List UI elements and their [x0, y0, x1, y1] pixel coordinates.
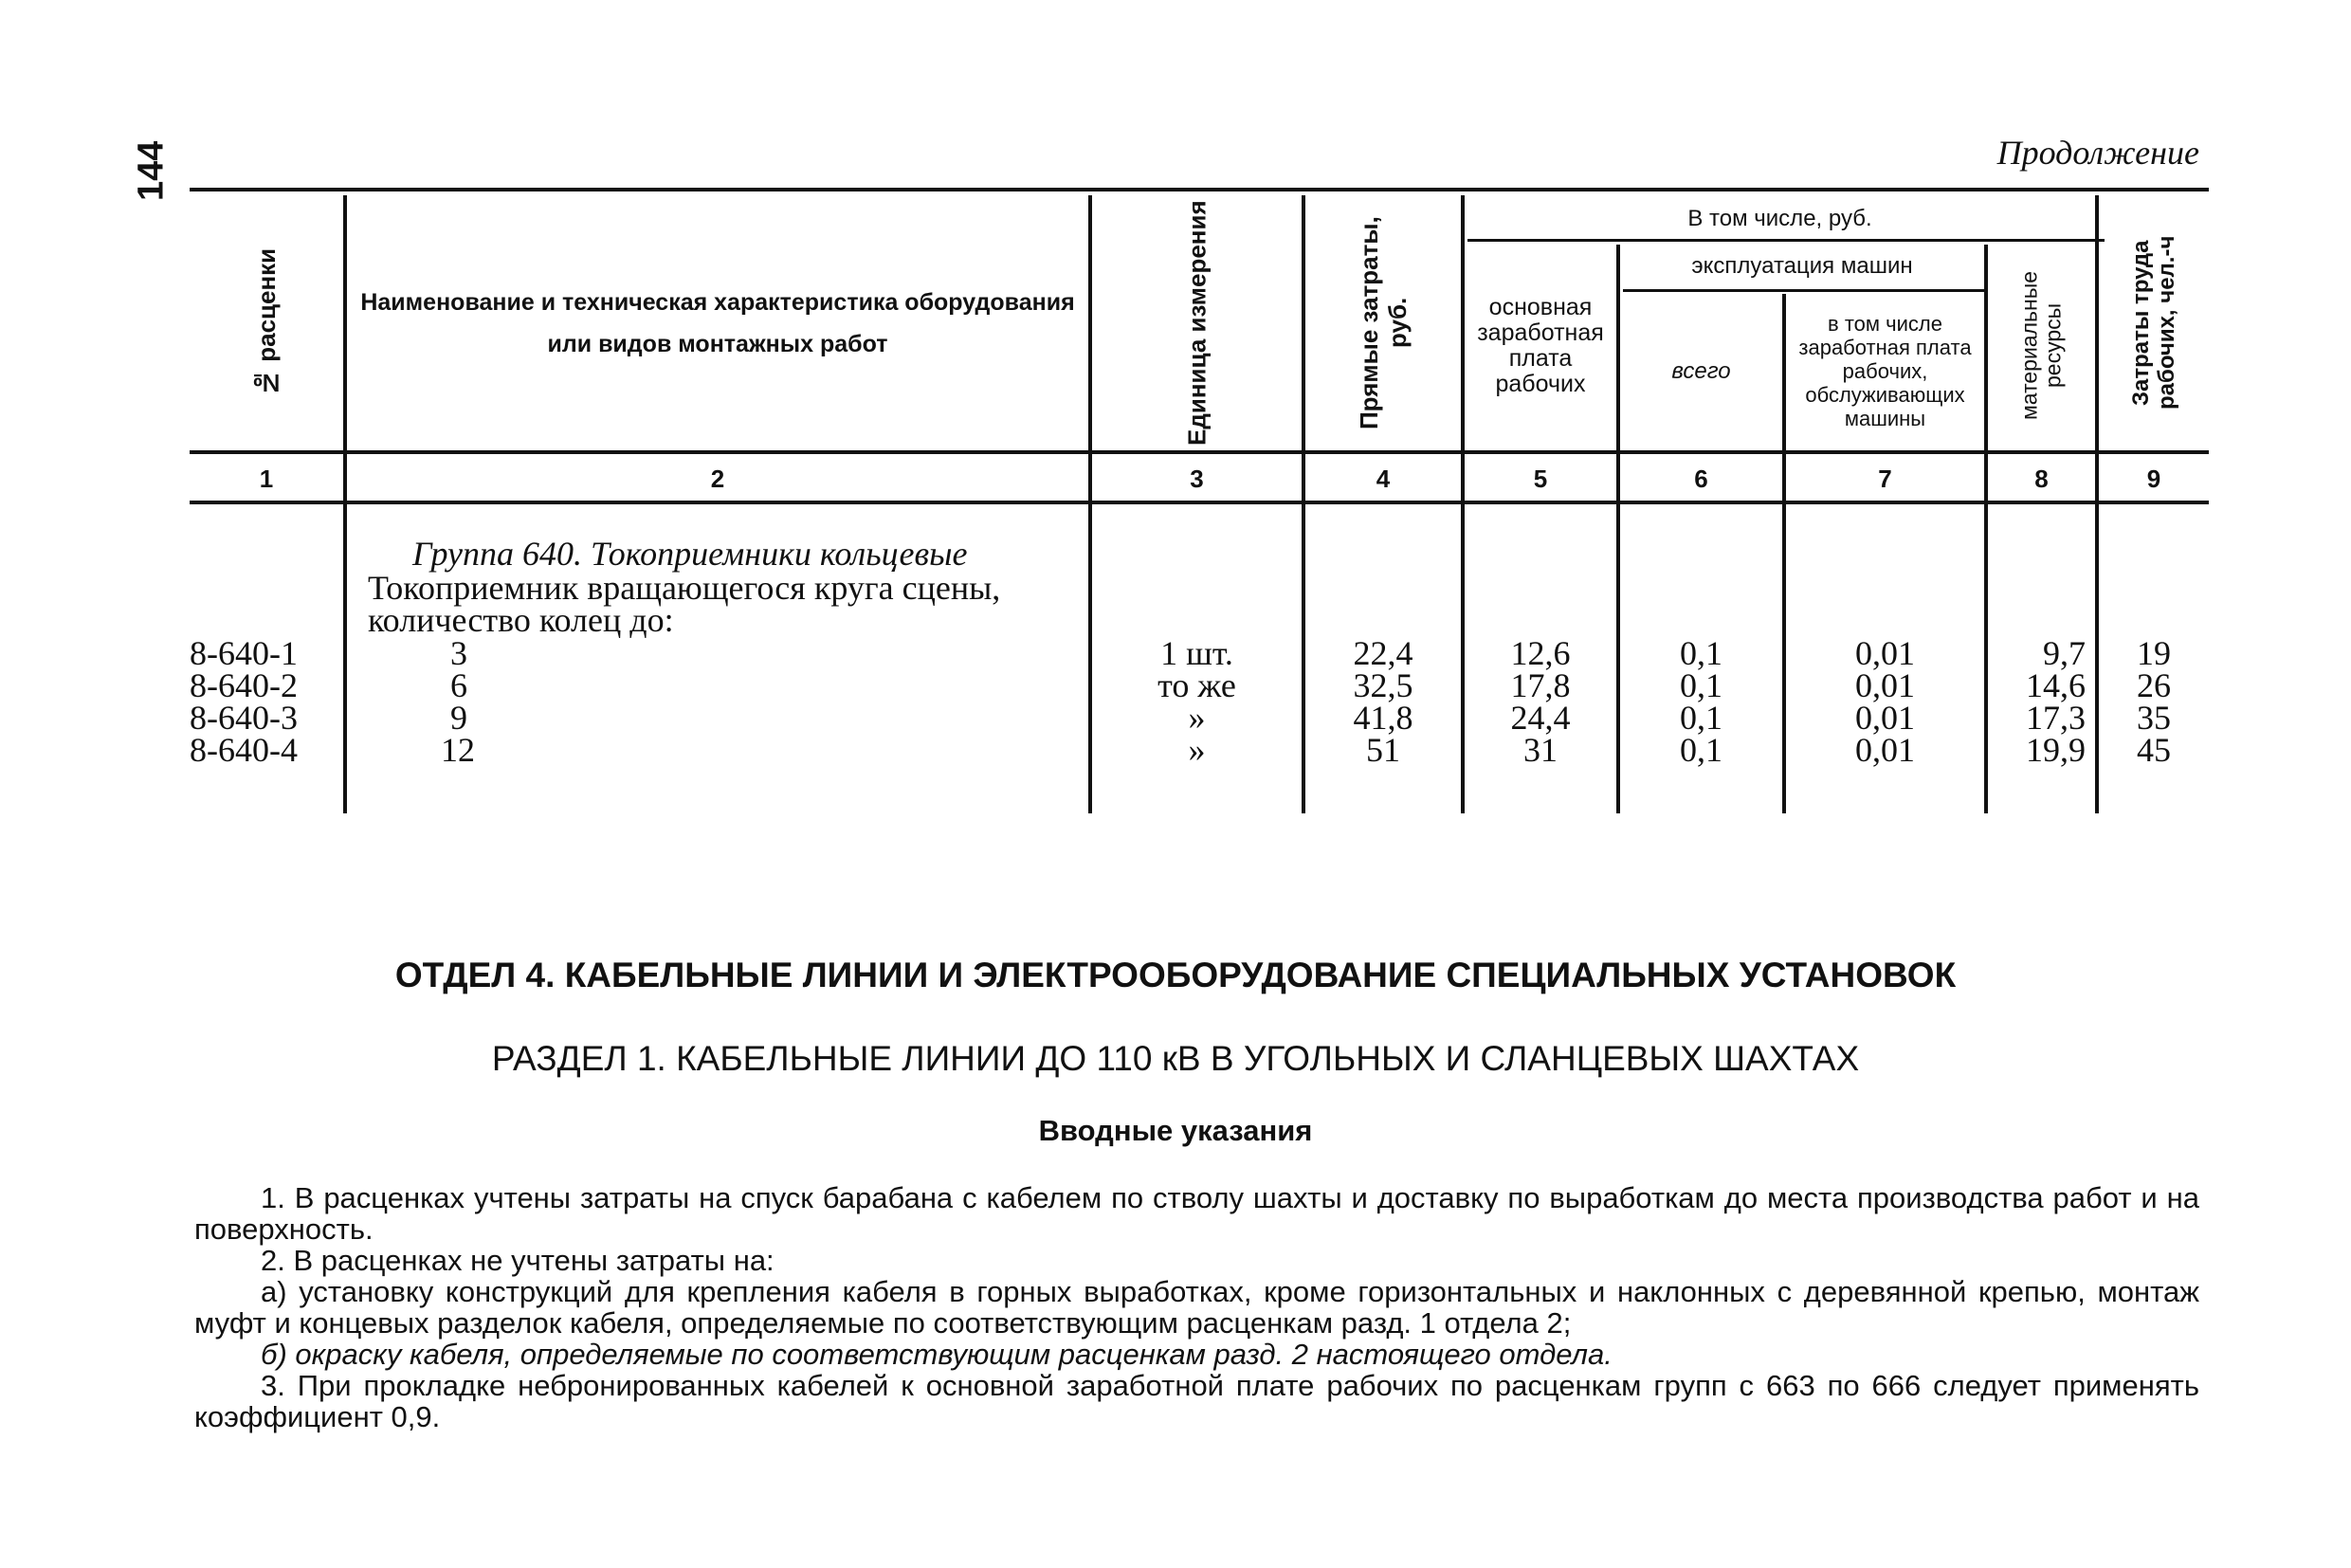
row-machine-total: 0,1 — [1680, 666, 1722, 704]
row-unit: » — [1188, 699, 1206, 737]
header-wages: основная заработная плата рабочих — [1477, 293, 1604, 397]
table-row — [190, 634, 341, 672]
rate-code: 8-640-4 — [190, 731, 298, 769]
header-machine-wages: в том числе заработная плата рабочих, обслуживающих машины — [1798, 312, 1972, 430]
table-row — [190, 699, 341, 737]
paragraph-2b: б) окраску кабеля, определяемые по соответствующим расценкам разд. 2 настоящего отдела. — [261, 1338, 1613, 1371]
header-labor: Затраты труда рабочих, чел.-ч — [2128, 235, 2179, 410]
header-materials: материальные ресурсы — [2016, 270, 2066, 421]
row-machine-total: 0,1 — [1680, 699, 1722, 737]
paragraph-3: 3. При прокладке небронированных кабелей к основной заработной плате рабочих по расценкам групп с 663 по 666 следует применять коэффициент 0,9. — [194, 1369, 2199, 1433]
row-name: 9 — [450, 699, 467, 737]
column-number: 8 — [2034, 465, 2049, 493]
column-number: 9 — [2146, 465, 2161, 493]
rate-code: 8-640-3 — [190, 699, 298, 737]
page-number: 144 — [131, 140, 172, 201]
row-labor: 45 — [2137, 731, 2171, 769]
column-number: 7 — [1878, 465, 1892, 493]
header-rate-number: № расценки — [252, 247, 281, 398]
rate-code: 8-640-2 — [190, 666, 298, 704]
continued-label: Продолжение — [1996, 134, 2199, 172]
header-machine-operation: эксплуатация машин — [1691, 253, 1913, 279]
row-wages: 12,6 — [1510, 634, 1571, 672]
row-machine-wages: 0,01 — [1855, 666, 1915, 704]
header-direct-costs: Прямые затраты, руб. — [1355, 216, 1412, 429]
department-heading: ОТДЕЛ 4. КАБЕЛЬНЫЕ ЛИНИИ И ЭЛЕКТРООБОРУДОВАНИЕ СПЕЦИАЛЬНЫХ УСТАНОВОК — [394, 956, 1957, 994]
row-labor: 26 — [2137, 666, 2171, 704]
row-labor: 19 — [2137, 634, 2171, 672]
table-row — [190, 731, 341, 769]
row-name: 12 — [441, 731, 475, 769]
row-wages: 31 — [1523, 731, 1558, 769]
column-number: 4 — [1376, 465, 1391, 493]
row-machine-wages: 0,01 — [1855, 634, 1915, 672]
column-number: 5 — [1533, 465, 1548, 493]
row-materials: 17,3 — [2026, 699, 2086, 737]
column-number: 6 — [1694, 465, 1708, 493]
chapter-heading: РАЗДЕЛ 1. КАБЕЛЬНЫЕ ЛИНИИ ДО 110 кВ В УГОЛЬНЫХ И СЛАНЦЕВЫХ ШАХТАХ — [491, 1039, 1860, 1078]
row-direct: 41,8 — [1353, 699, 1413, 737]
intro-title: Вводные указания — [1038, 1114, 1313, 1147]
row-materials: 14,6 — [2026, 666, 2086, 704]
row-materials: 9,7 — [2043, 634, 2086, 672]
rate-code: 8-640-1 — [190, 634, 298, 672]
row-labor: 35 — [2137, 699, 2171, 737]
row-machine-total: 0,1 — [1680, 634, 1722, 672]
row-direct: 51 — [1366, 731, 1400, 769]
row-wages: 17,8 — [1510, 666, 1571, 704]
paragraph-2: 2. В расценках не учтены затраты на: — [261, 1244, 775, 1277]
row-name: 6 — [450, 666, 467, 704]
header-including: В том числе, руб. — [1687, 205, 1872, 231]
row-machine-wages: 0,01 — [1855, 731, 1915, 769]
header-name: Наименование и техническая характеристика оборудования или видов монтажных работ — [360, 288, 1075, 357]
row-wages: 24,4 — [1510, 699, 1571, 737]
row-machine-wages: 0,01 — [1855, 699, 1915, 737]
column-number: 2 — [710, 465, 725, 493]
row-direct: 22,4 — [1353, 634, 1413, 672]
column-number: 3 — [1190, 465, 1204, 493]
description-line: Токоприемник вращающегося круга сцены, — [368, 569, 1001, 607]
column-number: 1 — [259, 465, 274, 493]
row-machine-total: 0,1 — [1680, 731, 1722, 769]
paragraph-1: 1. В расценках учтены затраты на спуск барабана с кабелем по стволу шахты и доставку по выработкам до места производства работ и на поверхность. — [194, 1181, 2199, 1246]
paragraph-2a: а) установку конструкций для крепления кабеля в горных выработках, кроме горизонтальных и наклонных с деревянной крепью, монтаж муфт и концевых разделок кабеля, определяемые по соответствующим расценкам разд. 1 отдела 2; — [194, 1275, 2199, 1340]
row-unit: » — [1188, 731, 1206, 769]
table-row — [190, 666, 341, 704]
header-unit: Единица измерения — [1182, 200, 1212, 446]
row-name: 3 — [450, 634, 467, 672]
header-machine-total: всего — [1671, 358, 1731, 384]
row-materials: 19,9 — [2026, 731, 2086, 769]
row-unit: то же — [1157, 666, 1236, 704]
description-line: количество колец до: — [368, 601, 674, 639]
row-unit: 1 шт. — [1160, 634, 1233, 672]
group-title: Группа 640. Токоприемники кольцевые — [412, 535, 968, 573]
row-direct: 32,5 — [1353, 666, 1413, 704]
